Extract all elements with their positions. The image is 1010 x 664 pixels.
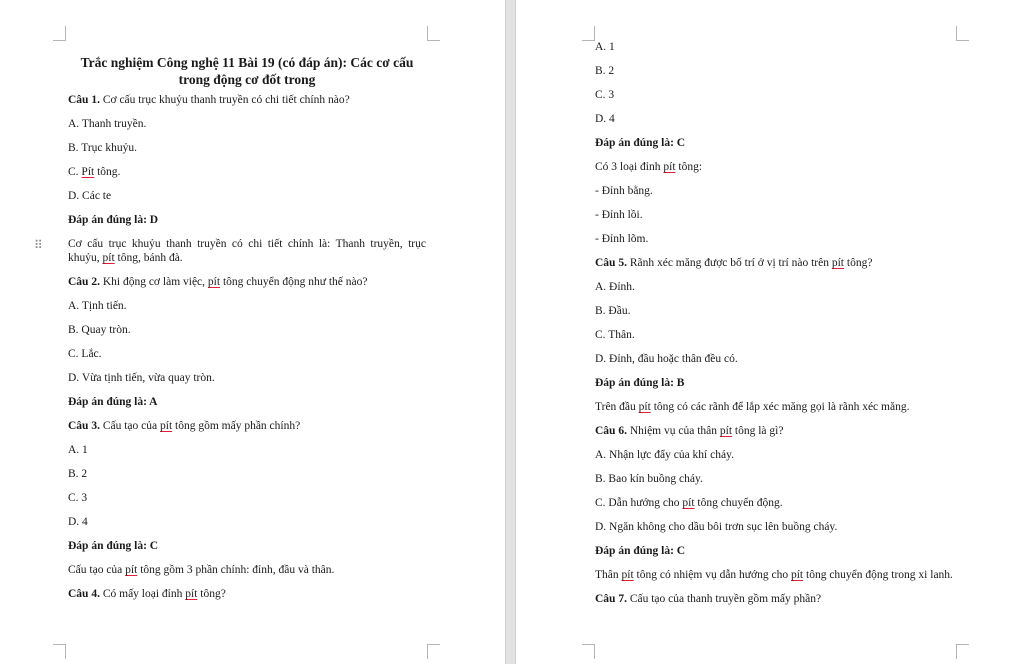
option: B. Đầu. bbox=[595, 305, 631, 317]
answer: Đáp án đúng là: C bbox=[595, 545, 686, 557]
option: B. 2 bbox=[595, 65, 615, 77]
explanation-text: tông có các rãnh để lắp xéc măng gọi là rãnh xéc măng. bbox=[650, 401, 910, 413]
question-7 bbox=[595, 592, 955, 606]
page-gap bbox=[505, 0, 516, 664]
explanation-text: Cấu tạo của bbox=[68, 564, 126, 576]
explanation-text: tông, bánh đà. bbox=[114, 252, 183, 264]
option: B. Trục khuỷu. bbox=[68, 142, 138, 154]
option: A. Đỉnh. bbox=[595, 281, 635, 293]
option: C. 3 bbox=[595, 89, 615, 101]
question-number: Câu 3. bbox=[68, 420, 100, 432]
crop-mark bbox=[427, 644, 440, 659]
explanation-text: tông gồm 3 phần chính: đỉnh, đầu và thân. bbox=[137, 564, 335, 576]
question-number: Câu 6. bbox=[595, 425, 627, 437]
spellcheck-underlined-word: pít bbox=[719, 425, 733, 437]
spellcheck-underlined-word: Pít bbox=[81, 166, 95, 178]
spellcheck-underlined-word: pít bbox=[831, 257, 844, 269]
list-item: - Đỉnh bằng. bbox=[595, 185, 653, 197]
page-content bbox=[595, 40, 955, 616]
question-1 bbox=[68, 93, 426, 107]
question-4 bbox=[68, 587, 426, 601]
spellcheck-underlined-word: pít bbox=[790, 569, 804, 581]
option: D. Đỉnh, đầu hoặc thân đều có. bbox=[595, 353, 738, 365]
document-title: Trắc nghiệm Công nghệ 11 Bài 19 (có đáp án): Các cơ cấu trong động cơ đốt trong bbox=[80, 55, 414, 87]
question-text: tông là gì? bbox=[732, 425, 784, 437]
option: A. 1 bbox=[595, 41, 615, 53]
explanation-text: Thân bbox=[595, 569, 622, 581]
question-text: Có mấy loại đỉnh bbox=[102, 588, 186, 600]
option: D. 4 bbox=[68, 516, 88, 528]
question-6 bbox=[595, 424, 955, 438]
question-text: Khi động cơ làm việc, bbox=[102, 276, 208, 288]
question-text: tông? bbox=[844, 257, 873, 269]
question-number: Câu 1. bbox=[68, 94, 100, 106]
question-2 bbox=[68, 275, 426, 289]
question-text: Cơ cấu trục khuỷu thanh truyền có chi tiết chính nào? bbox=[102, 94, 350, 106]
spellcheck-underlined-word: pít bbox=[638, 401, 651, 413]
answer: Đáp án đúng là: C bbox=[595, 137, 686, 149]
question-text: Cấu tạo của thanh truyền gồm mấy phần? bbox=[629, 593, 822, 605]
spellcheck-underlined-word: pít bbox=[125, 564, 138, 576]
option: D. Vừa tịnh tiến, vừa quay tròn. bbox=[68, 372, 215, 384]
crop-mark bbox=[582, 26, 595, 41]
list-item: - Đỉnh lõm. bbox=[595, 233, 649, 245]
question-text: Rãnh xéc măng được bố trí ở vị trí nào trên bbox=[629, 257, 832, 269]
option-text: C. bbox=[68, 166, 82, 178]
spellcheck-underlined-word: pít bbox=[621, 569, 634, 581]
option: C. 3 bbox=[68, 492, 88, 504]
question-text: Nhiệm vụ của thân bbox=[629, 425, 720, 437]
question-text: tông gồm mấy phần chính? bbox=[172, 420, 301, 432]
answer: Đáp án đúng là: C bbox=[68, 540, 159, 552]
option bbox=[68, 165, 426, 179]
option: D. Các te bbox=[68, 190, 112, 202]
spellcheck-underlined-word: pít bbox=[102, 252, 115, 264]
option: B. 2 bbox=[68, 468, 88, 480]
page-content bbox=[68, 54, 426, 611]
explanation-text: Cơ cấu trục khuỷu thanh truyền có chi tiết chính là: Thanh truyền, trục khuỷu, bbox=[68, 238, 426, 264]
crop-mark bbox=[956, 26, 969, 41]
question-text: tông? bbox=[197, 588, 226, 600]
crop-mark bbox=[53, 644, 66, 659]
option-text: tông chuyển động. bbox=[694, 497, 783, 509]
question-3 bbox=[68, 419, 426, 433]
option: D. 4 bbox=[595, 113, 615, 125]
option: A. Nhận lực đẩy của khí cháy. bbox=[595, 449, 734, 461]
answer: Đáp án đúng là: B bbox=[595, 377, 685, 389]
explanation-text: Trên đầu bbox=[595, 401, 639, 413]
answer: Đáp án đúng là: D bbox=[68, 214, 159, 226]
question-text: tông chuyển động như thế nào? bbox=[220, 276, 368, 288]
question-text: Cấu tạo của bbox=[102, 420, 160, 432]
explanation-text: Có 3 loại đỉnh bbox=[595, 161, 664, 173]
spellcheck-underlined-word: pít bbox=[207, 276, 221, 288]
explanation bbox=[595, 568, 955, 582]
option: A. Thanh truyền. bbox=[68, 118, 147, 130]
crop-mark bbox=[582, 644, 595, 659]
option-text: tông. bbox=[94, 166, 121, 178]
question-number: Câu 7. bbox=[595, 593, 627, 605]
spellcheck-underlined-word: pít bbox=[663, 161, 676, 173]
option: C. Thân. bbox=[595, 329, 635, 341]
option bbox=[595, 496, 955, 510]
list-item: - Đỉnh lồi. bbox=[595, 209, 643, 221]
explanation bbox=[595, 160, 955, 174]
spellcheck-underlined-word: pít bbox=[682, 497, 695, 509]
spellcheck-underlined-word: pít bbox=[185, 588, 198, 600]
explanation-text: tông: bbox=[675, 161, 703, 173]
drag-handle-icon[interactable]: ⠿ bbox=[34, 238, 44, 252]
question-5 bbox=[595, 256, 955, 270]
spellcheck-underlined-word: pít bbox=[160, 420, 173, 432]
option: B. Bao kín buồng cháy. bbox=[595, 473, 703, 485]
option: B. Quay tròn. bbox=[68, 324, 131, 336]
option: A. 1 bbox=[68, 444, 88, 456]
option-text: C. Dẫn hướng cho bbox=[595, 497, 683, 509]
question-number: Câu 2. bbox=[68, 276, 100, 288]
option: D. Ngăn không cho dầu bôi trơn sục lên buồng cháy. bbox=[595, 521, 838, 533]
explanation bbox=[595, 400, 955, 414]
question-number: Câu 5. bbox=[595, 257, 627, 269]
crop-mark bbox=[427, 26, 440, 41]
option: C. Lắc. bbox=[68, 348, 102, 360]
explanation bbox=[68, 237, 426, 265]
crop-mark bbox=[956, 644, 969, 659]
explanation-text: tông có nhiệm vụ dẫn hướng cho bbox=[633, 569, 791, 581]
option: A. Tịnh tiến. bbox=[68, 300, 127, 312]
crop-mark bbox=[53, 26, 66, 41]
explanation bbox=[68, 563, 426, 577]
document-page-right bbox=[516, 0, 1010, 664]
explanation-text: tông chuyển động trong xi lanh. bbox=[803, 569, 953, 581]
answer: Đáp án đúng là: A bbox=[68, 396, 158, 408]
question-number: Câu 4. bbox=[68, 588, 100, 600]
